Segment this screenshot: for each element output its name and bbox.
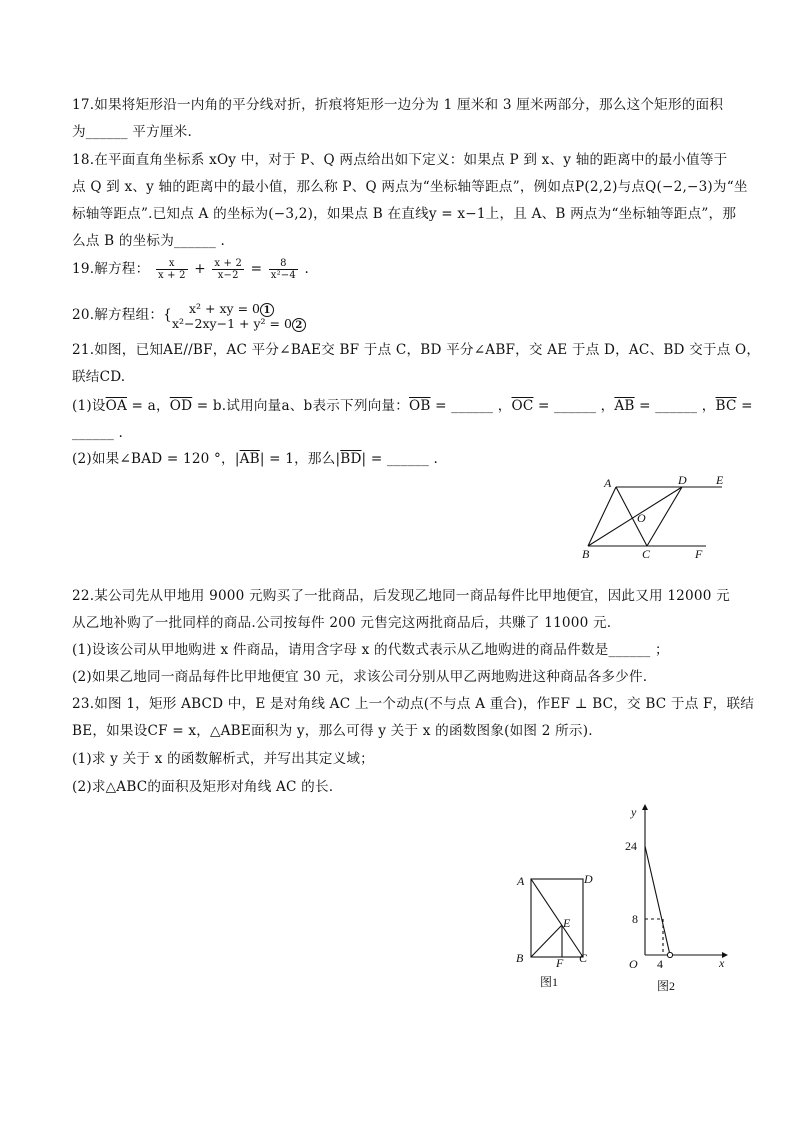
q23-figure-2 xyxy=(615,800,735,1000)
q19-equation: 19.解方程： $\frac{x}{x + 2}$ + $\frac{x + 2}{x-2}$ = $\frac{8}{\text{x²−4}}$ . xyxy=(72,258,310,281)
function-line xyxy=(645,846,670,955)
q19-fraction-2: $\frac{x + 2}{x-2}$ xyxy=(214,258,243,281)
q23-line2: BE，如果设CF = x，△ABE面积为 y，那么可得 y 关于 x 的函数图象(如图 2 所示). xyxy=(72,723,593,739)
q19-equals: = xyxy=(250,261,263,277)
q19-plus: + xyxy=(194,261,206,277)
q17-line2: 为______ 平方厘米. xyxy=(72,124,192,140)
label-F: F xyxy=(695,547,703,561)
label-E: E xyxy=(563,916,571,930)
origin-label: O xyxy=(629,957,638,971)
vector-BD: $\overline{BD}$ xyxy=(340,451,362,467)
tick-24: 24 xyxy=(625,839,637,853)
segment-CD xyxy=(647,487,682,546)
circled-number-2: 2 xyxy=(292,318,306,332)
vector-OD: $\overline{OD}$ xyxy=(169,398,193,414)
label-A: A xyxy=(517,874,525,888)
circled-number-1: 1 xyxy=(260,303,274,317)
vector-OC: $\overline{OC}$ xyxy=(511,398,534,414)
q21-part2: (2)如果∠BAD = 120 °，$|\overline{AB}| = 1$，那么$|\overline{BD}|$ = ______ . xyxy=(72,451,438,467)
q21-figure xyxy=(570,470,740,565)
vector-OA: $\overline{OA}$ xyxy=(105,398,128,414)
q19-fraction-1: $\frac{x}{x + 2}$ xyxy=(157,258,186,281)
x-axis-label: x xyxy=(719,956,725,970)
q18-line3: 标轴等距点”.已知点 A 的坐标为(−3,2)，如果点 B 在直线y = x−1上，且 A、B 两点为“坐标轴等距点”，那 xyxy=(72,206,737,222)
q17-line1: 17.如果将矩形沿一内角的平分线对折，折痕将矩形一边分为 1 厘米和 3 厘米两部分，那么这个矩形的面积 xyxy=(72,97,724,113)
label-D: D xyxy=(678,473,687,487)
open-endpoint xyxy=(667,952,672,957)
y-axis-arrow-icon xyxy=(642,804,648,810)
q22-line4: (2)如果乙地同一商品每件比甲地便宜 30 元，求该公司分别从甲乙两地购进这种商品各多少件. xyxy=(72,669,648,685)
label-B: B xyxy=(516,951,524,965)
q18-line1: 18.在平面直角坐标系 xOy 中，对于 P、Q 两点给出如下定义：如果点 P 到 x、y 轴的距离中的最小值等于 xyxy=(72,152,728,168)
q22-line3: (1)设该公司从甲地购进 x 件商品，请用含字母 x 的代数式表示从乙地购进的商品件数是______ ； xyxy=(72,642,669,658)
q20-prefix: 20.解方程组：{ xyxy=(72,307,173,323)
diagonal-AC xyxy=(531,879,583,957)
label-C: C xyxy=(642,547,651,561)
q21-part1: (1)设$\overline{OA} = a$，$\overline{OD} = b$.试用向量a、b表示下列向量：$\overline{OB}$ = ______ ，$\overline{OC}$ = ______ ，$\overline{AB}$ = ______ ，$\overline{BC}$ = xyxy=(72,398,753,414)
q19-prefix: 19.解方程： xyxy=(72,261,150,277)
figure-1-caption: 图1 xyxy=(540,975,559,989)
q18-line4: 么点 B 的坐标为______ . xyxy=(72,233,226,249)
q21-line4: ______ . xyxy=(72,425,124,441)
y-axis-label: y xyxy=(631,805,637,819)
segment-BE xyxy=(531,925,562,957)
vector-BC: $\overline{BC}$ xyxy=(715,398,737,414)
vector-AB: $\overline{AB}$ xyxy=(239,451,260,467)
q19-fraction-3: $\frac{8}{\text{x²−4}}$ xyxy=(270,258,296,281)
figure-2-caption: 图2 xyxy=(657,979,676,993)
q20-equation-2: x²−2xy−1 + y² = 0 2 xyxy=(172,317,306,332)
q21-line1: 21.如图，已知AE//BF，AC 平分∠BAE交 BF 于点 C，BD 平分∠ABF，交 AE 于点 D，AC、BD 交于点 O， xyxy=(72,342,761,358)
q22-line1: 22.某公司先从甲地用 9000 元购买了一批商品，后发现乙地同一商品每件比甲地便宜，因此又用 12000 元 xyxy=(72,588,730,604)
tick-4: 4 xyxy=(657,957,663,971)
q23-line1: 23.如图 1，矩形 ABCD 中，E 是对角线 AC 上一个动点(不与点 A 重合)，作EF ⊥ BC，交 BC 于点 F，联结 xyxy=(72,696,755,712)
q21-line2: 联结CD. xyxy=(72,369,126,385)
vector-OB: $\overline{OB}$ xyxy=(409,398,431,414)
q23-line3: (1)求 y 关于 x 的函数解析式，并写出其定义域； xyxy=(72,751,374,767)
q22-line2: 从乙地补购了一批同样的商品.公司按每件 200 元售完这两批商品后，共赚了 11000 元. xyxy=(72,615,612,631)
label-D: D xyxy=(584,872,593,886)
label-E: E xyxy=(716,473,724,487)
label-B: B xyxy=(582,547,590,561)
vector-AB: $\overline{AB}$ xyxy=(614,398,635,414)
tick-8: 8 xyxy=(632,912,638,926)
q23-figure-1 xyxy=(510,865,600,995)
label-C: C xyxy=(579,951,588,965)
label-O: O xyxy=(637,511,646,525)
q18-line2: 点 Q 到 x、y 轴的距离中的最小值，那么称 P、Q 两点为“坐标轴等距点”，例如点P(2,2)与点Q(−2,−3)为“坐 xyxy=(72,179,748,195)
label-F: F xyxy=(556,956,564,970)
q23-line4: (2)求△ABC的面积及矩形对角线 AC 的长. xyxy=(72,779,334,795)
label-A: A xyxy=(604,476,612,490)
q20-equation-1: x² + xy = 0 1 xyxy=(189,302,274,317)
